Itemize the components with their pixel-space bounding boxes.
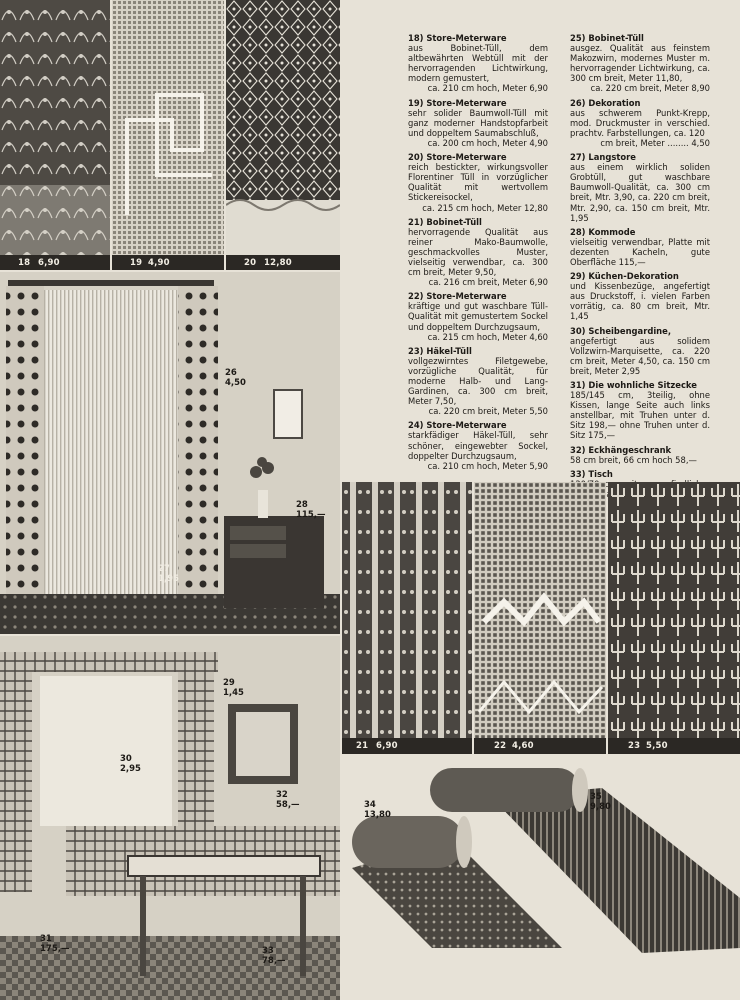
label-20-num: 20 [244, 258, 257, 268]
item-26: 26) Dekoration aus schwerem Punkt-Krepp, mod. Druckmuster in verschied. prachtv. Farbstellungen, ca. 120 cm breit, Meter ........ 4,50 [570, 97, 710, 148]
item-25: 25) Bobinet-Tüll ausgez. Qualität aus feinstem Makozwirn, modernes Muster m. hervorragender Lichtwirkung, ca. 300 cm breit, Meter 11,80, ca. 220 cm breit, Meter 8,90 [570, 33, 710, 94]
tag-27: 27 1,95 [158, 564, 179, 584]
tag-35: 35 9,80 [590, 792, 611, 812]
photo-store-21 [342, 482, 472, 754]
item-32: 32) Eckhängeschrank 58 cm breit, 66 cm hoch 58,— [570, 444, 697, 465]
curtain-pattern-21 [342, 482, 472, 754]
tag-34: 34 13,80 [364, 800, 391, 820]
item-29: 29) Küchen-Dekoration und Kissenbezüge, angefertigt aus Druckstoff, i. vielen Farben vorrätig, ca. 80 cm breit, Mtr. 1,45 [570, 271, 710, 322]
curtain-pattern-19 [112, 0, 224, 270]
tag-28: 28 115,— [296, 500, 326, 520]
item-22: 22) Store-Meterware kräftige und gut waschbare Tüll-Qualität mit gemustertem Sockel und doppeltem Durchzugsaum, ca. 215 cm hoch, Meter 4,60 [408, 291, 548, 342]
text-column-right [570, 33, 710, 513]
curtain-pattern-20 [226, 0, 340, 270]
photo-room-sitting-corner [0, 636, 340, 1000]
label-22-price: 4,60 [512, 741, 534, 751]
photo-floor-runners [342, 758, 740, 1000]
photo-store-18 [0, 0, 110, 270]
label-23-price: 5,50 [646, 741, 668, 751]
item-30: 30) Scheibengardine, angefertigt aus solidem Vollzwirn-Marquisette, ca. 220 cm breit, Meter 4,50, ca. 150 cm breit, Meter 2,95 [570, 325, 710, 376]
item-20: 20) Store-Meterware reich bestickter, wirkungsvoller Florentiner Tüll in vorzüglicher Qualität mit wertvollem Stickereisockel, ca. 215 cm hoch, Meter 12,80 [408, 152, 548, 213]
curtain-pattern-18 [0, 0, 110, 270]
tag-31: 31 175,— [40, 934, 70, 954]
curtain-pattern-22 [474, 482, 606, 754]
label-21-price: 6,90 [376, 741, 398, 751]
label-20-price: 12,80 [264, 258, 292, 268]
item-23: 23) Häkel-Tüll vollgezwirntes Filetgewebe, vorzügliche Qualität, für moderne Halb- und Lang-Gardinen, ca. 300 cm breit, Meter 7,50, ca. 220 cm breit, Meter 5,50 [408, 345, 548, 417]
item-19: 19) Store-Meterware sehr solider Baumwoll-Tüll mit ganz moderner Handstopfarbeit und doppeltem Saumabschluß, ca. 200 cm hoch, Meter 4,90 [408, 97, 548, 148]
item-27: 27) Langstore aus einem wirklich soliden Grobtüll, gut waschbare Baumwoll-Qualität, ca. 300 cm breit, Mtr. 3,90, ca. 220 cm breit, Mtr. 2,90, ca. 150 cm breit, Mtr. 1,95 [570, 152, 710, 223]
label-22-num: 22 [494, 741, 507, 751]
tag-29: 29 1,45 [223, 678, 244, 698]
curtain-pattern-23 [608, 482, 740, 754]
item-18: 18) Store-Meterware aus Bobinet-Tüll, dem altbewährten Webtüll mit der hervorragenden Lichtwirkung, modern gemustert, ca. 210 cm hoch, Meter 6,90 [408, 33, 548, 94]
item-31: 31) Die wohnliche Sitzecke 185/145 cm, 3teilig, ohne Kissen, lange Seite auch links anstellbar, mit Truhen unter d. Sitz 198,— ohne Truhen unter d. Sitz 175,— [570, 380, 710, 441]
label-19-num: 19 [130, 258, 143, 268]
item-28: 28) Kommode vielseitig verwendbar, Platte mit dezenten Kacheln, gute Oberfläche 115,— [570, 226, 710, 267]
tag-26: 26 4,50 [225, 368, 246, 388]
runner-illustration [342, 758, 740, 1000]
tag-33: 33 78,— [262, 946, 286, 966]
text-column-left [408, 33, 548, 475]
label-18-num: 18 [18, 258, 31, 268]
tag-32: 32 58,— [276, 790, 300, 810]
label-21-num: 21 [356, 741, 369, 751]
label-18-price: 6,90 [38, 258, 60, 268]
photo-store-20 [226, 0, 340, 270]
item-21: 21) Bobinet-Tüll hervorragende Qualität aus reiner Mako-Baumwolle, geschmackvolles Muster, vielseitig verwendbar, ca. 300 cm breit, Meter 9,50, ca. 216 cm breit, Meter 6,90 [408, 216, 548, 288]
item-24: 24) Store-Meterware starkfädiger Häkel-Tüll, sehr schöner, eingewebter Sockel, doppelter Durchzugsaum, ca. 210 cm hoch, Meter 5,90 [408, 420, 548, 471]
photo-store-19 [112, 0, 224, 270]
item-33: 33) Tisch [570, 468, 613, 479]
label-23-num: 23 [628, 741, 641, 751]
photo-room-curtains [0, 272, 340, 634]
photo-store-23 [608, 482, 740, 754]
photo-store-22 [474, 482, 606, 754]
label-19-price: 4,90 [148, 258, 170, 268]
tag-30: 30 2,95 [120, 754, 141, 774]
